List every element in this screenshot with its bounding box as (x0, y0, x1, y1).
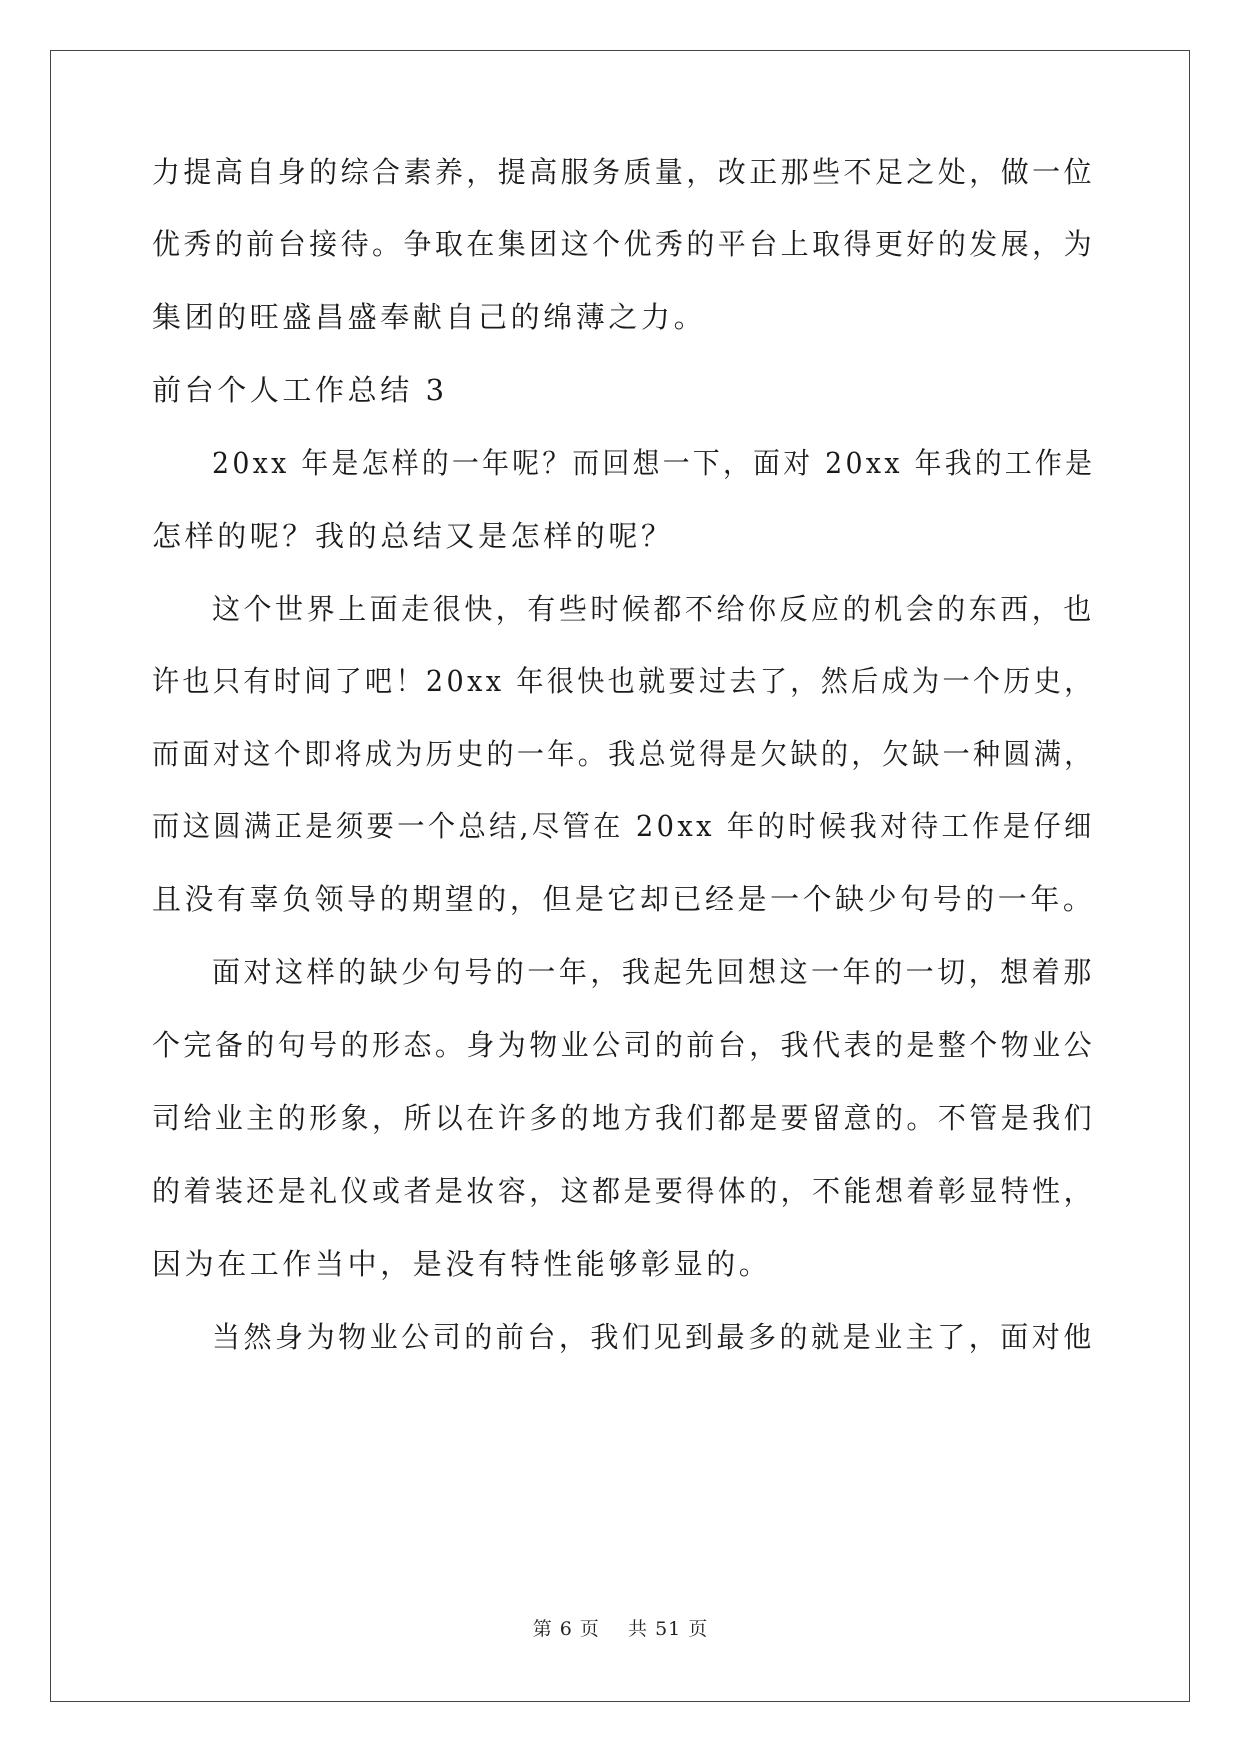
text-line: 个完备的句号的形态。身为物业公司的前台，我代表的是整个物业公 (152, 1028, 1096, 1062)
page-number-footer: 第 6 页 共 51 页 (532, 1618, 709, 1640)
text-line: 集团的旺盛昌盛奉献自己的绵薄之力。 (152, 300, 707, 334)
text-line: 怎样的呢？我的总结又是怎样的呢？ (152, 519, 674, 553)
text-line: 且没有辜负领导的期望的，但是它却已经是一个缺少句号的一年。 (152, 882, 1096, 916)
section-heading: 前台个人工作总结 3 (152, 373, 448, 407)
text-line: 的着装还是礼仪或者是妆容，这都是要得体的，不能想着彰显特性， (152, 1174, 1096, 1208)
text-line: 这个世界上面走很快，有些时候都不给你反应的机会的东西，也 (212, 592, 1095, 626)
text-line: 司给业主的形象，所以在许多的地方我们都是要留意的。不管是我们 (152, 1101, 1096, 1135)
text-line: 当然身为物业公司的前台，我们见到最多的就是业主了，面对他 (212, 1320, 1095, 1354)
text-line: 许也只有时间了吧！20xx 年很快也就要过去了，然后成为一个历史， (152, 664, 1095, 698)
text-line: 而面对这个即将成为历史的一年。我总觉得是欠缺的，欠缺一种圆满， (152, 737, 1095, 771)
text-line: 优秀的前台接待。争取在集团这个优秀的平台上取得更好的发展，为 (152, 227, 1096, 261)
text-line: 面对这样的缺少句号的一年，我起先回想这一年的一切，想着那 (212, 955, 1095, 989)
text-line: 因为在工作当中，是没有特性能够彰显的。 (152, 1247, 772, 1281)
text-line: 力提高自身的综合素养，提高服务质量，改正那些不足之处，做一位 (152, 155, 1096, 189)
text-line: 20xx 年是怎样的一年呢？而回想一下，面对 20xx 年我的工作是 (212, 446, 1096, 480)
text-line: 而这圆满正是须要一个总结,尽管在 20xx 年的时候我对待工作是仔细 (152, 809, 1095, 843)
